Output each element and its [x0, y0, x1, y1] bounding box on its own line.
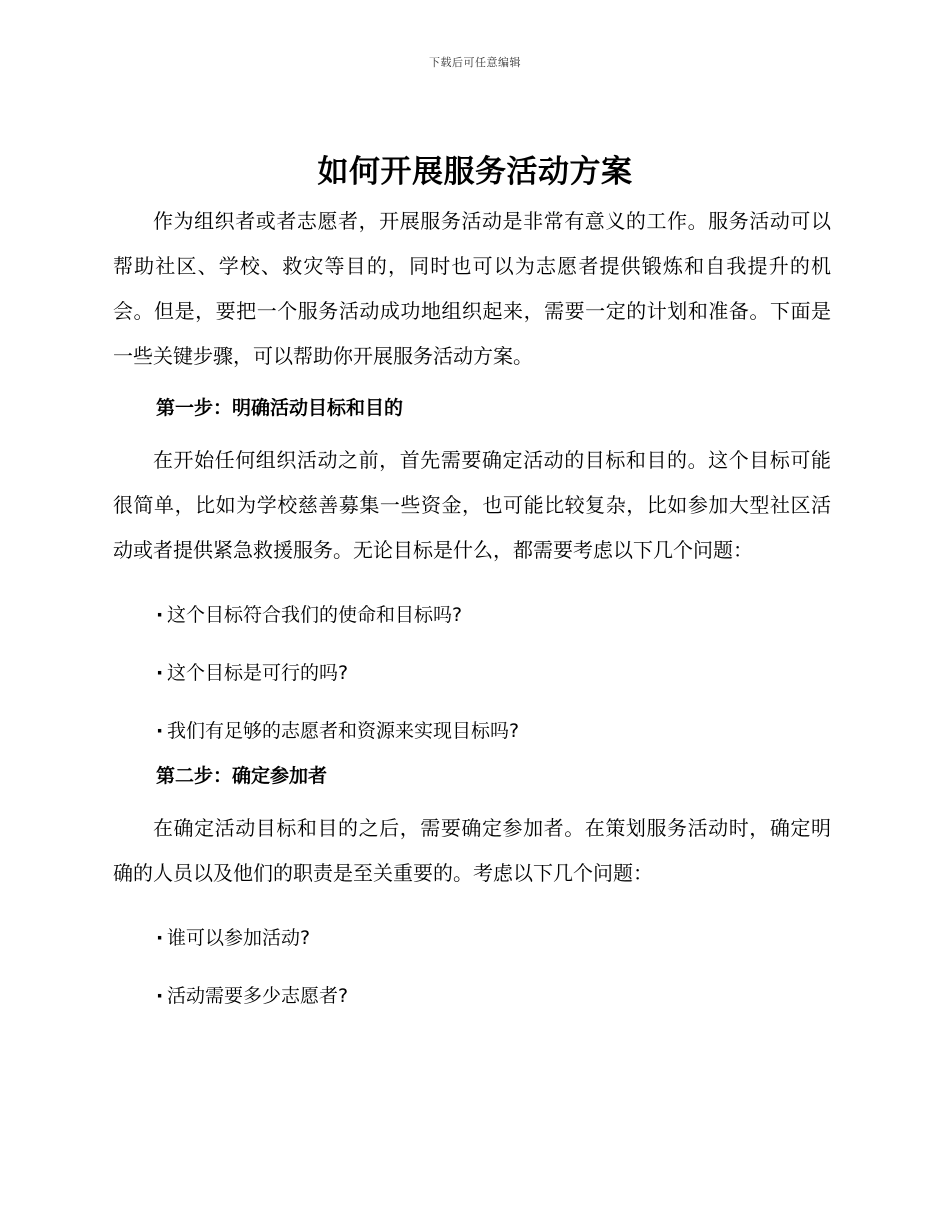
- list-item: [113, 586, 831, 644]
- bullet-dot: ·: [156, 927, 164, 949]
- list-item: [113, 702, 831, 760]
- bullet-dot: ·: [156, 985, 164, 1007]
- list-item-text: 活动需要多少志愿者?: [167, 985, 349, 1007]
- bullet-list-step-1: [113, 586, 831, 760]
- list-item-text: 这个目标是可行的吗?: [167, 662, 349, 684]
- bullet-dot: ·: [156, 662, 164, 684]
- list-item-text: 这个目标符合我们的使命和目标吗?: [167, 604, 463, 626]
- section-heading-step-2: 第二步：确定参加者: [156, 765, 328, 787]
- section-paragraph-step-1: 在开始任何组织活动之前，首先需要确定活动的目标和目的。这个目标可能很简单，比如为学校慈善募集一些资金，也可能比较复杂，比如参加大型社区活动或者提供紧急救援服务。无论目标是什么，都需要考虑以下几个问题：: [113, 448, 831, 562]
- document-body: [113, 199, 831, 1025]
- bullet-list-step-2: [113, 909, 831, 1025]
- header-note: 下载后可任意编辑: [429, 56, 521, 69]
- list-item: [113, 967, 831, 1025]
- document-title: 如何开展服务活动方案: [317, 154, 633, 190]
- list-item-text: 谁可以参加活动?: [167, 927, 311, 949]
- section-heading-step-1: 第一步：明确活动目标和目的: [156, 397, 404, 419]
- bullet-dot: ·: [156, 720, 164, 742]
- intro-paragraph: 作为组织者或者志愿者，开展服务活动是非常有意义的工作。服务活动可以帮助社区、学校、救灾等目的，同时也可以为志愿者提供锻炼和自我提升的机会。但是，要把一个服务活动成功地组织起来，需要一定的计划和准备。下面是一些关键步骤，可以帮助你开展服务活动方案。: [113, 209, 831, 368]
- bullet-dot: ·: [156, 604, 164, 626]
- list-item-text: 我们有足够的志愿者和资源来实现目标吗?: [167, 720, 520, 742]
- list-item: [113, 644, 831, 702]
- list-item: [113, 909, 831, 967]
- section-paragraph-step-2: 在确定活动目标和目的之后，需要确定参加者。在策划服务活动时，确定明确的人员以及他们的职责是至关重要的。考虑以下几个问题：: [113, 816, 831, 885]
